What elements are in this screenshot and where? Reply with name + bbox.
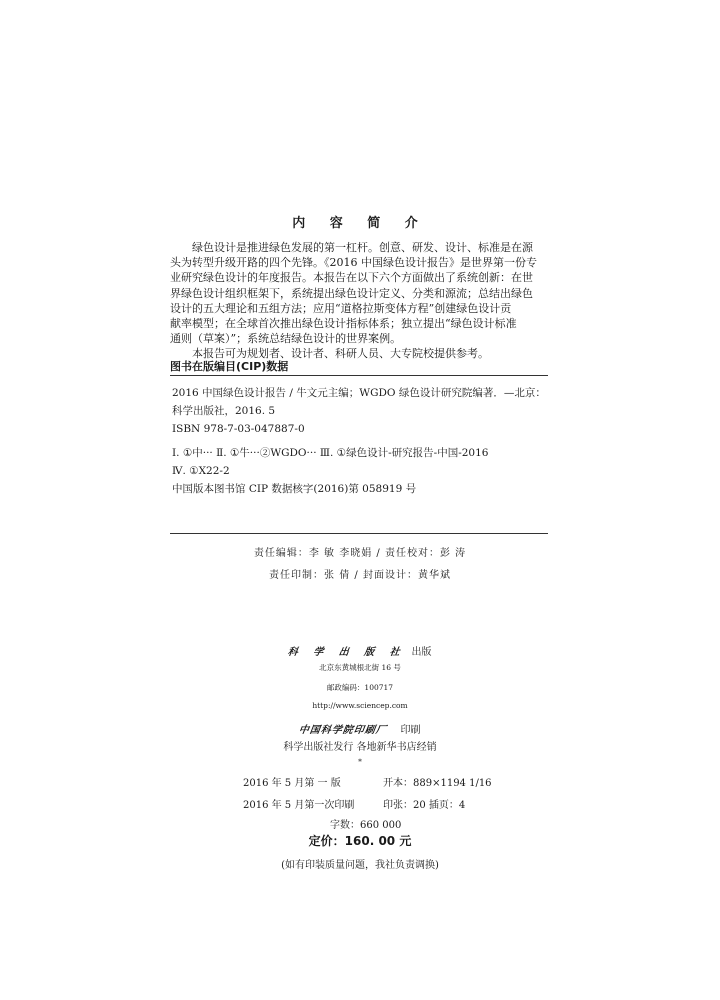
cip-bottom-rule	[170, 533, 548, 534]
publisher-action: 出版	[411, 647, 432, 658]
editors-line-2: 责任印制：张 倩 / 封面设计：黄华斌	[269, 570, 451, 581]
intro-line: 业研究绿色设计的年度报告。本报告在以下六个方面做出了系统创新：在世	[170, 271, 533, 285]
printer-line	[0, 718, 720, 737]
publisher-url: http://www.sciencep.com	[312, 701, 408, 710]
cip-top-rule	[170, 375, 548, 376]
printer-name: 中国科学院印刷厂	[298, 725, 388, 736]
edition-row-1-left: 2016 年 5 月第 一 版	[243, 778, 341, 789]
cip-classification-line: Ⅰ. ①中··· Ⅱ. ①牛···②WGDO··· Ⅲ. ①绿色设计-研究报告-中国-2016	[172, 447, 489, 459]
printer-action: 印刷	[400, 725, 421, 736]
separator-star: *	[358, 757, 362, 766]
cip-data	[172, 384, 548, 498]
publisher-line	[0, 640, 720, 659]
intro-line: 设计的五大理论和五组方法；应用“道格拉斯变体方程”创建绿色设计贡	[170, 301, 512, 315]
intro-line: 头为转型升级开路的四个先锋。《2016 中国绿色设计报告》是世界第一份专	[170, 256, 537, 270]
quality-notice: (如有印装质量问题，我社负责调换)	[281, 860, 439, 871]
word-count: 字数：660 000	[330, 820, 402, 831]
cip-publisher-line: 科学出版社，2016. 5	[172, 405, 276, 417]
edition-row-2-right: 印张：20 插页：4	[383, 800, 466, 811]
price: 定价：160. 00 元	[308, 834, 412, 848]
edition-row-1-right: 开本：889×1194 1/16	[383, 778, 492, 789]
cip-heading: 图书在版编目(CIP)数据	[170, 360, 289, 373]
page-title: 内 容 简 介	[292, 216, 428, 231]
edition-row-2-left: 2016 年 5 月第一次印刷	[243, 800, 355, 811]
cip-title-line: 2016 中国绿色设计报告 / 牛文元主编；WGDO 绿色设计研究院编著．—北京：	[172, 387, 546, 399]
distribution-line: 科学出版社发行 各地新华书店经销	[283, 742, 437, 753]
intro-line: 界绿色设计组织框架下，系统提出绿色设计定义、分类和源流；总结出绿色	[170, 286, 533, 300]
introduction	[170, 240, 550, 362]
cip-classification-line: Ⅳ. ①X22-2	[172, 465, 230, 477]
intro-line: 绿色设计是推进绿色发展的第一杠杆。创意、研发、设计、标准是在源	[192, 241, 533, 254]
cip-isbn: ISBN 978-7-03-047887-0	[172, 423, 305, 435]
publisher-name: 科 学 出 版 社	[287, 647, 407, 658]
cip-record-number: 中国版本图书馆 CIP 数据核字(2016)第 058919 号	[172, 483, 417, 495]
publisher-address: 北京东黄城根北街 16 号	[319, 663, 401, 672]
editors-line-1: 责任编辑：李 敏 李晓娟 / 责任校对：彭 涛	[253, 548, 467, 559]
intro-line: 通则（草案）”；系统总结绿色设计的世界案例。	[170, 332, 402, 346]
intro-paragraph-2: 本报告可为规划者、设计者、科研人员、大专院校提供参考。	[192, 347, 489, 361]
publisher-postcode: 邮政编码：100717	[326, 683, 394, 692]
intro-line: 献率模型；在全球首次推出绿色设计指标体系；独立提出“绿色设计标准	[170, 316, 517, 330]
